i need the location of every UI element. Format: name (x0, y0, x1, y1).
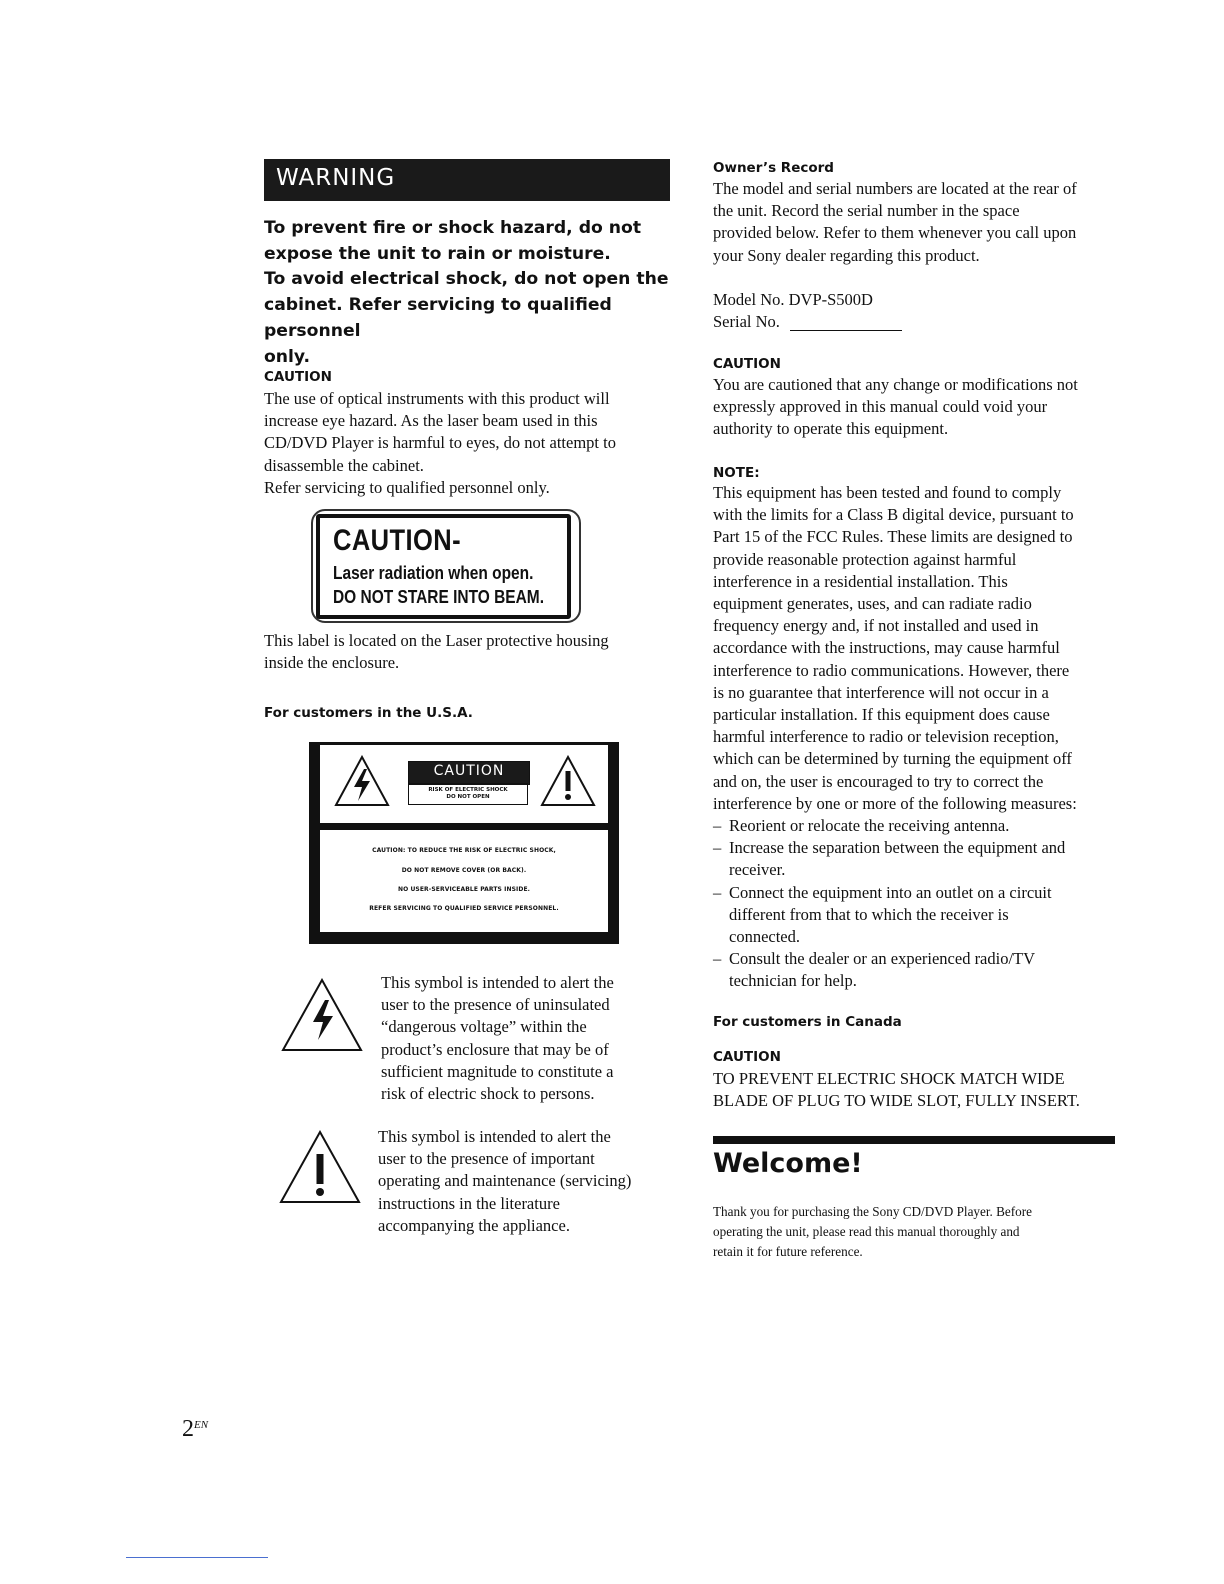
text-line: operating the unit, please read this manual thoroughly and (713, 1224, 1020, 1239)
text-line: Thank you for purchasing the Sony CD/DVD Player. Before (713, 1204, 1033, 1219)
text-line: user to the presence of important (378, 1149, 595, 1169)
plate-text-line: NO USER-SERVICEABLE PARTS INSIDE. (397, 886, 531, 893)
text-line: “dangerous voltage” within the (381, 1017, 587, 1037)
list-item (713, 882, 1133, 949)
text-line: increase eye hazard. As the laser beam used in this (264, 411, 598, 431)
lightning-warning-icon (334, 755, 390, 807)
welcome-title: Welcome! (713, 1148, 863, 1179)
plate-border (312, 932, 616, 941)
warning-title: WARNING (276, 165, 396, 191)
text-line: receiver. (729, 860, 786, 880)
text-line: interference by one or more of the following measures: (713, 793, 1077, 813)
welcome-rule (713, 1136, 1115, 1144)
plate-text-line: REFER SERVICING TO QUALIFIED SERVICE PERSONNEL. (369, 905, 559, 912)
note-heading: NOTE: (713, 465, 760, 481)
page-language-suffix: EN (194, 1419, 209, 1431)
caution-heading: CAUTION (713, 1049, 781, 1065)
text-line: The use of optical instruments with this product will (264, 389, 610, 408)
text-line: – Increase the separation between the equipment and (729, 838, 1066, 858)
laser-label-line: DO NOT STARE INTO BEAM. (333, 587, 544, 607)
text-line: connected. (729, 927, 801, 947)
list-item (713, 837, 1133, 881)
warning-line: only. (264, 346, 311, 367)
plate-text-line: CAUTION: TO REDUCE THE RISK OF ELECTRIC SHOCK, (372, 847, 556, 854)
text-line: This symbol is intended to alert the (381, 973, 614, 992)
text-line: The model and serial numbers are located at the rear of (713, 179, 1077, 198)
serial-number-blank (790, 330, 902, 331)
text-line: This equipment has been tested and found to comply (713, 483, 1062, 502)
warning-line: expose the unit to rain or moisture. (264, 243, 611, 264)
text-line: with the limits for a Class B digital device, pursuant to (713, 505, 1074, 525)
text-line: user to the presence of uninsulated (381, 995, 610, 1015)
text-line: different from that to which the receiver is (729, 904, 1009, 924)
text-line: frequency energy and, if not installed and used in (713, 616, 1039, 636)
plate-caution-sub: RISK OF ELECTRIC SHOCK (428, 787, 508, 793)
text-line: This symbol is intended to alert the (378, 1127, 611, 1146)
plate-text-line: DO NOT REMOVE COVER (OR BACK). (401, 867, 527, 874)
warning-line: To avoid electrical shock, do not open the (264, 269, 669, 290)
plate-caution-sub: DO NOT OPEN (446, 794, 490, 800)
text-line: harmful interference to radio or television reception, (713, 727, 1059, 747)
warning-line: cabinet. Refer servicing to qualified personnel (264, 295, 612, 341)
laser-caution-label (311, 509, 581, 623)
serial-number-label: Serial No. (713, 312, 780, 331)
owners-record-text (713, 178, 1133, 267)
note-text (713, 482, 1133, 993)
text-line: instructions in the literature (378, 1193, 560, 1213)
label-location-note (264, 630, 674, 674)
text-line: particular installation. If this equipment does cause (713, 705, 1050, 725)
text-line: disassemble the cabinet. (264, 455, 424, 475)
canada-heading: For customers in Canada (713, 1014, 902, 1030)
voltage-symbol-explanation (381, 972, 671, 1105)
text-line: sufficient magnitude to constitute a (381, 1061, 614, 1081)
text-line: inside the enclosure. (264, 653, 400, 673)
text-line: accordance with the instructions, may cause harmful (713, 638, 1060, 658)
canada-caution-text (713, 1068, 1133, 1112)
warning-statement (264, 216, 684, 370)
page-number (182, 1416, 208, 1443)
text-line: risk of electric shock to persons. (381, 1084, 595, 1104)
exclamation-warning-icon (540, 755, 596, 807)
text-line: – Connect the equipment into an outlet on a circuit (729, 882, 1052, 902)
exclamation-warning-icon (279, 1130, 361, 1204)
footer-rule (126, 1557, 268, 1558)
text-line: This label is located on the Laser protective housing (264, 631, 609, 650)
list-item (713, 815, 1133, 837)
caution-fcc-text (713, 374, 1133, 441)
text-line: provided below. Refer to them whenever you call upon (713, 223, 1077, 243)
text-line: the unit. Record the serial number in the space (713, 201, 1020, 221)
text-line: TO PREVENT ELECTRIC SHOCK MATCH WIDE (713, 1069, 1065, 1088)
caution-heading: CAUTION (713, 356, 781, 372)
text-line: authority to operate this equipment. (713, 419, 949, 439)
text-line: retain it for future reference. (713, 1244, 863, 1259)
caution-laser-text (264, 388, 674, 499)
exclamation-symbol-explanation (378, 1126, 673, 1237)
text-line: – Reorient or relocate the receiving antenna. (729, 816, 1010, 836)
text-line: You are cautioned that any change or modifications not (713, 375, 1078, 394)
caution-heading: CAUTION (264, 369, 332, 385)
text-line: which can be determined by turning the equipment off (713, 749, 1072, 769)
text-line: Refer servicing to qualified personnel only. (264, 477, 550, 497)
usa-heading: For customers in the U.S.A. (264, 705, 473, 721)
text-line: operating and maintenance (servicing) (378, 1171, 632, 1191)
text-line: BLADE OF PLUG TO WIDE SLOT, FULLY INSERT. (713, 1091, 1080, 1111)
text-line: and on, the user is encouraged to try to correct the (713, 771, 1044, 791)
laser-label-line: Laser radiation when open. (333, 563, 534, 583)
shock-caution-plate (309, 742, 619, 944)
text-line: product’s enclosure that may be of (381, 1039, 609, 1059)
plate-caution-bar (408, 761, 530, 785)
text-line: provide reasonable protection against harmful (713, 549, 1017, 569)
text-line: your Sony dealer regarding this product. (713, 245, 980, 265)
warning-banner (264, 159, 670, 201)
welcome-text (713, 1202, 1113, 1262)
text-line: interference in a residential installation. This (713, 571, 1008, 591)
text-line: equipment generates, uses, and can radiate radio (713, 594, 1032, 614)
text-line: expressly approved in this manual could void your (713, 397, 1048, 417)
text-line: interference to radio communications. However, there (713, 660, 1070, 680)
page-number-value: 2 (182, 1416, 194, 1442)
owners-record-heading: Owner’s Record (713, 160, 834, 176)
model-number: Model No. DVP-S500D (713, 290, 873, 309)
text-line: accompanying the appliance. (378, 1215, 570, 1235)
list-item (713, 948, 1133, 992)
lightning-warning-icon (281, 978, 363, 1052)
plate-caution-sub-box (408, 783, 528, 805)
text-line: technician for help. (729, 971, 857, 991)
text-line: Part 15 of the FCC Rules. These limits are designed to (713, 527, 1073, 547)
text-line: – Consult the dealer or an experienced radio/TV (729, 949, 1036, 969)
laser-label-inner-frame (316, 514, 571, 619)
laser-label-title: CAUTION- (333, 524, 462, 557)
text-line: is no guarantee that interference will not occur in a (713, 682, 1049, 702)
plate-caution-title: CAUTION (433, 763, 505, 779)
warning-line: To prevent fire or shock hazard, do not (264, 218, 642, 238)
text-line: CD/DVD Player is harmful to eyes, do not attempt to (264, 433, 616, 453)
